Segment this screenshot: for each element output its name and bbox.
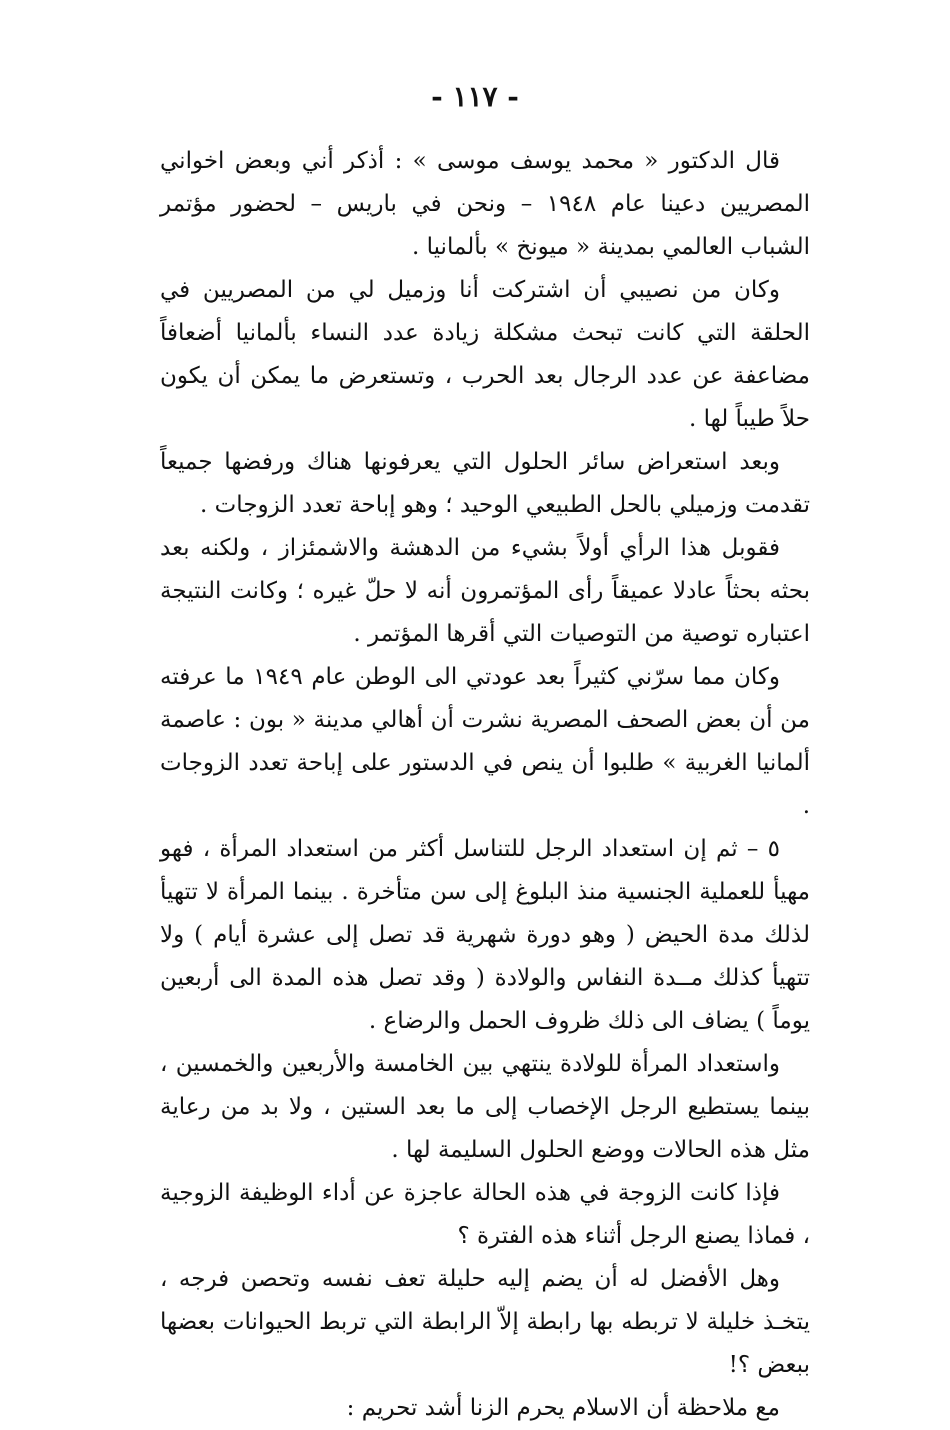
paragraph: فقوبل هذا الرأي أولاً بشيء من الدهشة والاشمئزاز ، ولكنه بعد بحثه بحثاً عادلا عميقاً رأى المؤتمرون أنه لا حلّ غيره ؛ وكانت النتيجة اعتباره توصية من التوصيات التي أقرها المؤتمر . — [160, 535, 810, 647]
paragraph: وهل الأفضل له أن يضم إليه حليلة تعف نفسه وتحصن فرجه ، يتخـذ خليلة لا تربطه بها رابطة إلاّ الرابطة التي تربط الحيوانات بعضها ببعض ؟! — [160, 1266, 810, 1378]
paragraph: واستعداد المرأة للولادة ينتهي بين الخامسة والأربعين والخمسين ، بينما يستطيع الرجل الإخصاب إلى ما بعد الستين ، ولا بد من رعاية مثل هذه الحالات ووضع الحلول السليمة لها . — [160, 1051, 810, 1163]
paragraph: وكان من نصيبي أن اشتركت أنا وزميل لي من المصريين في الحلقة التي كانت تبحث مشكلة زيادة عدد النساء بألمانيا أضعافاً مضاعفة عن عدد الرجال بعد الحرب ، وتستعرض ما يمكن أن يكون حلاً طيباً لها . — [160, 277, 810, 432]
page-number: - ١١٧ - — [431, 80, 519, 113]
paragraph: فإذا كانت الزوجة في هذه الحالة عاجزة عن أداء الوظيفة الزوجية ، فماذا يصنع الرجل أثناء هذه الفترة ؟ — [160, 1180, 810, 1249]
paragraph: مع ملاحظة أن الاسلام يحرم الزنا أشد تحريم : — [346, 1395, 780, 1421]
paragraph: وكان مما سرّني كثيراً بعد عودتي الى الوطن عام ١٩٤٩ ما عرفته من أن بعض الصحف المصرية نشرت أن أهالي مدينة « بون : عاصمة ألمانيا الغربية » طلبوا أن ينص في الدستور على إباحة تعدد الزوجات . — [160, 664, 810, 819]
paragraph: ٥ – ثم إن استعداد الرجل للتناسل أكثر من استعداد المرأة ، فهو مهيأ للعملية الجنسية منذ البلوغ إلى سن متأخرة . بينما المرأة لا تتهيأ لذلك مدة الحيض ( وهو دورة شهرية قد تصل إلى عشرة أيام ) ولا تتهيأ كذلك مــدة النفاس والولادة ( وقد تصل هذه المدة الى أربعين يوماً ) يضاف الى ذلك ظروف الحمل والرضاع . — [160, 836, 810, 1034]
paragraph: قال الدكتور « محمد يوسف موسى » : أذكر أني وبعض اخواني المصريين دعينا عام ١٩٤٨ – ونحن في باريس – لحضور مؤتمر الشباب العالمي بمدينة « ميونخ » بألمانيا . — [160, 148, 810, 260]
page-body-text — [160, 140, 810, 1430]
paragraph: وبعد استعراض سائر الحلول التي يعرفونها هناك ورفضها جميعاً تقدمت وزميلي بالحل الطبيعي الوحيد ؛ وهو إباحة تعدد الزوجات . — [160, 449, 810, 518]
